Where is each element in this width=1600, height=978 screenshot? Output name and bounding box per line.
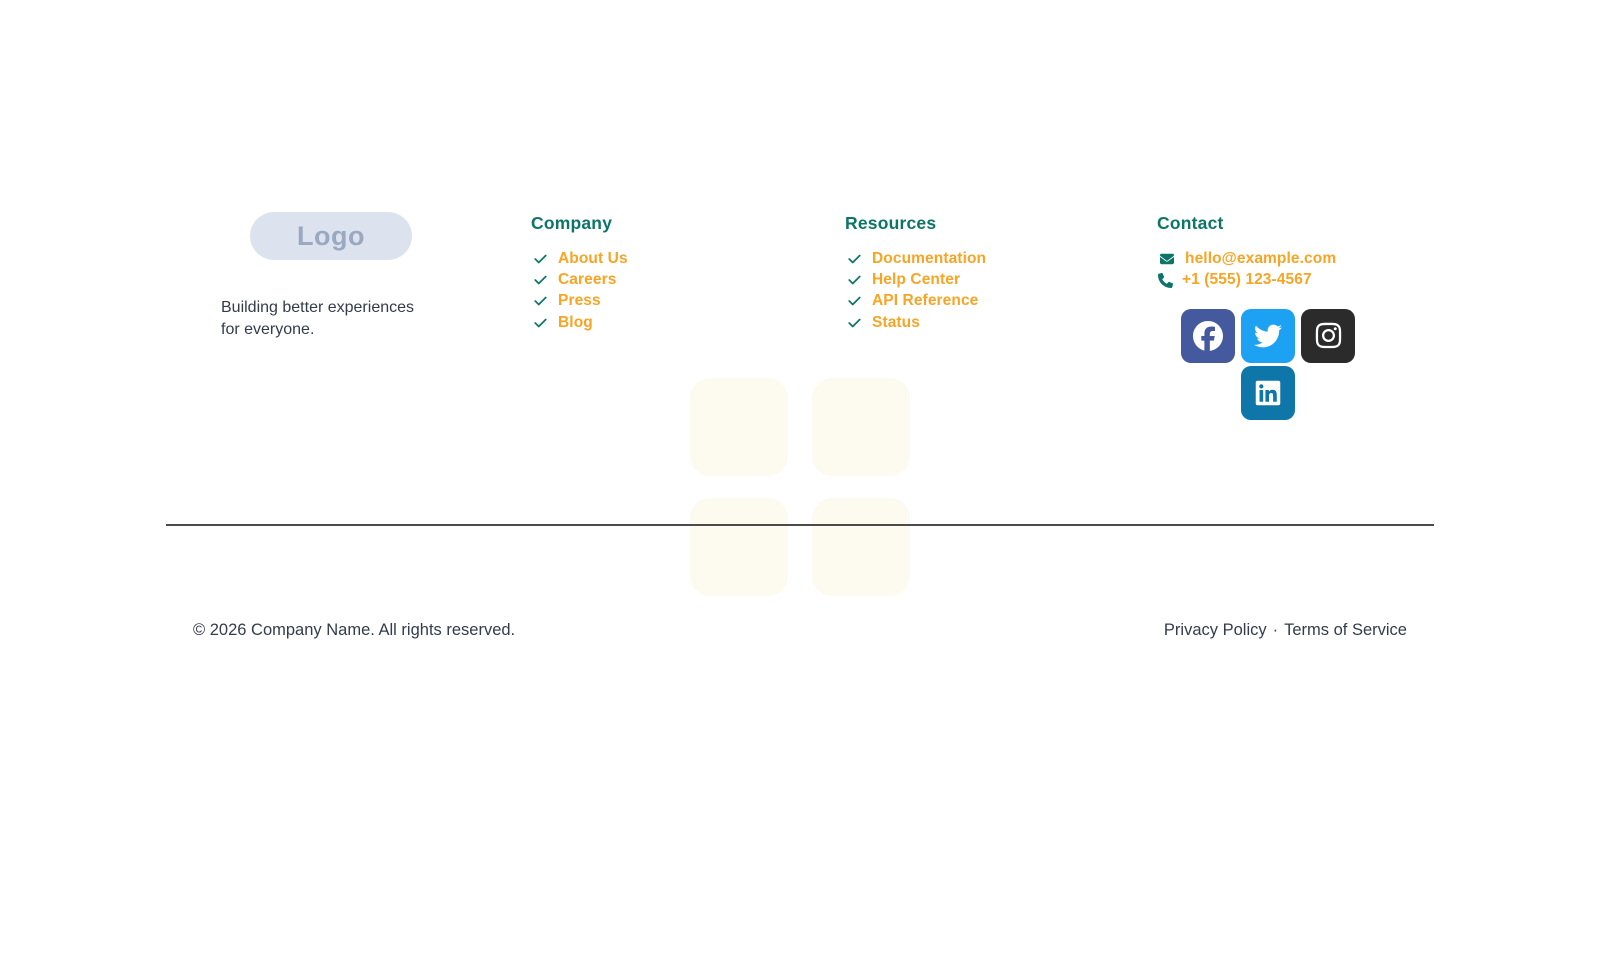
phone-text: +1 (555) 123-4567 <box>1182 271 1312 289</box>
footer <box>166 0 1434 642</box>
social-links <box>1181 309 1355 420</box>
company-column <box>531 211 845 420</box>
link-about-us[interactable] <box>531 248 845 269</box>
phone-icon <box>1158 273 1173 288</box>
link-label: Careers <box>558 271 617 289</box>
link-status[interactable] <box>845 312 1157 333</box>
link-help-center[interactable] <box>845 269 1157 290</box>
brand-tagline <box>221 297 531 341</box>
check-icon <box>532 273 549 287</box>
check-icon <box>846 273 863 287</box>
legal-separator: · <box>1272 620 1279 639</box>
check-icon <box>846 252 863 266</box>
link-label: Blog <box>558 313 593 331</box>
link-label: API Reference <box>872 292 979 310</box>
link-label: Help Center <box>872 271 961 289</box>
tagline-line-1: Building better experiences <box>221 299 415 316</box>
link-documentation[interactable] <box>845 248 1157 269</box>
logo-text: Logo <box>297 220 365 251</box>
link-api-reference[interactable] <box>845 291 1157 312</box>
envelope-icon <box>1158 252 1176 266</box>
facebook-button[interactable] <box>1181 309 1235 363</box>
link-label: Press <box>558 292 601 310</box>
company-heading: Company <box>531 213 613 233</box>
check-icon <box>532 252 549 266</box>
divider <box>166 524 1434 526</box>
link-label: About Us <box>558 249 628 267</box>
privacy-policy-link[interactable]: Privacy Policy <box>1163 620 1267 639</box>
resources-heading: Resources <box>845 213 937 233</box>
contact-list <box>1157 248 1434 291</box>
twitter-button[interactable] <box>1241 309 1295 363</box>
terms-of-service-link[interactable]: Terms of Service <box>1284 620 1407 639</box>
tagline-line-2: for everyone. <box>221 321 315 338</box>
contact-heading: Contact <box>1157 213 1224 233</box>
brand-column <box>166 211 531 420</box>
check-icon <box>846 316 863 330</box>
contact-email[interactable] <box>1157 248 1434 269</box>
copyright-text: © 2026 Company Name. All rights reserved. <box>193 620 516 639</box>
legal-links <box>1164 618 1407 642</box>
contact-column <box>1157 211 1434 420</box>
linkedin-icon <box>1254 379 1282 407</box>
link-careers[interactable] <box>531 269 845 290</box>
logo <box>250 212 412 260</box>
link-label: Documentation <box>872 249 987 267</box>
resources-links <box>845 248 1157 334</box>
instagram-icon <box>1314 321 1343 350</box>
contact-phone[interactable] <box>1157 269 1434 290</box>
company-links <box>531 248 845 334</box>
linkedin-button[interactable] <box>1241 366 1295 420</box>
link-blog[interactable] <box>531 312 845 333</box>
email-text: hello@example.com <box>1185 249 1337 267</box>
check-icon <box>846 294 863 308</box>
resources-column <box>845 211 1157 420</box>
footer-bottom <box>166 618 1434 642</box>
link-label: Status <box>872 313 920 331</box>
footer-main <box>166 211 1434 420</box>
instagram-button[interactable] <box>1301 309 1355 363</box>
check-icon <box>532 316 549 330</box>
facebook-icon <box>1193 321 1223 351</box>
check-icon <box>532 294 549 308</box>
link-press[interactable] <box>531 291 845 312</box>
twitter-icon <box>1254 322 1282 350</box>
